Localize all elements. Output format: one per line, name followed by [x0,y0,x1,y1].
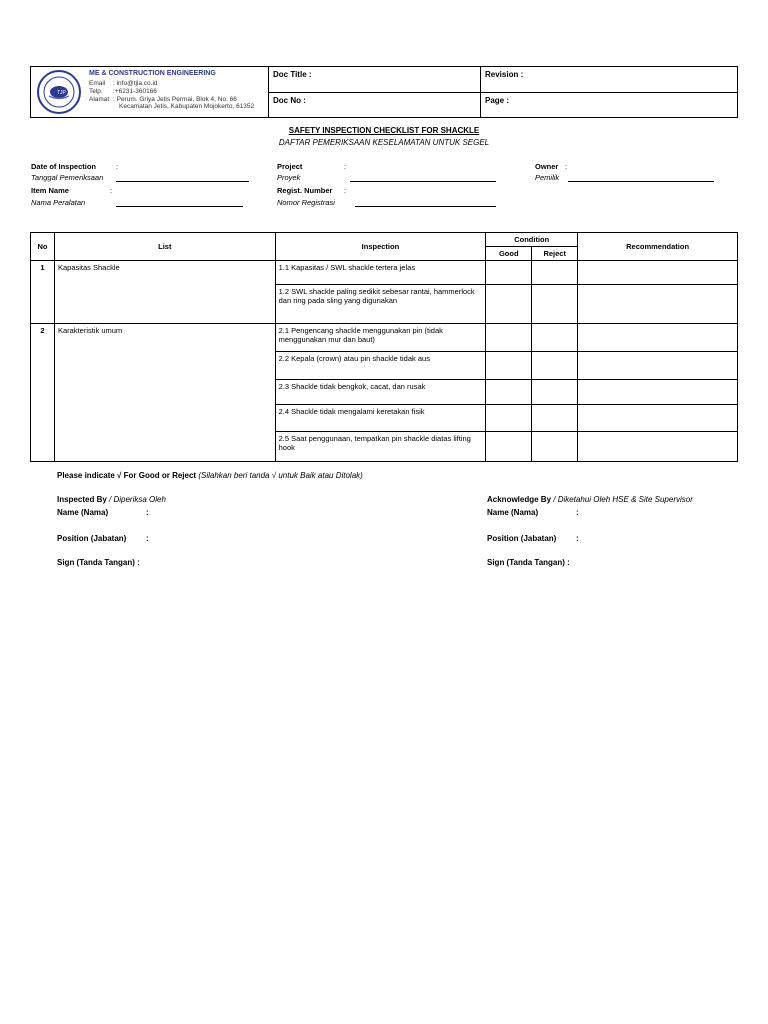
inspected-by-label: Inspected By [57,495,107,504]
date-field[interactable] [116,181,249,182]
acknowledger-sign-label: Sign (Tanda Tangan) : [487,558,570,567]
indicate-text-id: (Silahkan beri tanda √ untuk Baik atau Ditolak) [198,471,363,480]
acknowledger-name-colon: : [576,508,579,517]
row-list: Karakteristik umum [54,324,275,462]
row-inspection: 2.1 Pengencang shackle menggunakan pin (tidak menggunakan mur dan baut) [275,324,486,352]
acknowledge-by-label-id: / Diketahui Oleh HSE & Site Supervisor [553,495,693,504]
doc-no-cell[interactable]: Doc No : [269,92,481,118]
header-recommendation: Recommendation [578,233,738,261]
recommendation-cell[interactable] [578,324,738,352]
indicate-note [57,471,363,481]
header-inspection: Inspection [275,233,486,261]
row-inspection: 1.2 SWL shackle paling sedikit sebesar rantai, hammerlock dan ring pada sling yang digunakan [275,285,486,324]
header-good: Good [486,247,532,261]
row-inspection: 2.3 Shackle tidak bengkok, cacat, dan rusak [275,380,486,405]
telp-label: Telp. [89,87,103,95]
page-cell[interactable]: Page : [481,92,738,118]
recommendation-cell[interactable] [578,380,738,405]
acknowledger-name-label: Name (Nama) [487,508,539,517]
company-contact [89,80,254,111]
owner-field[interactable] [568,181,714,182]
good-cell[interactable] [486,380,532,405]
reject-cell[interactable] [532,352,578,380]
project-label-id: Proyek [277,173,301,182]
header-list: List [54,233,275,261]
email-value: : info@tjla.co.id [113,80,158,87]
form-subtitle: DAFTAR PEMERIKSAAN KESELAMATAN UNTUK SEGEL [278,138,490,147]
inspector-position-label: Position (Jabatan) [57,534,127,543]
project-label: Project [277,162,303,171]
header-no: No [31,233,55,261]
good-cell[interactable] [486,432,532,462]
alamat-label: Alamat [89,95,110,103]
row-inspection: 2.2 Kepala (crown) atau pin shackle tidak aus [275,352,486,380]
recommendation-cell[interactable] [578,261,738,285]
date-label-id: Tanggal Pemeriksaan [31,173,104,182]
company-name: ME & CONSTRUCTION ENGINEERING [89,70,216,77]
inspector-sign-label: Sign (Tanda Tangan) : [57,558,140,567]
row-inspection: 2.4 Shackle tidak mengalami keretakan fisik [275,405,486,432]
inspected-by-label-id: / Diperiksa Oleh [109,495,166,504]
date-colon: : [116,162,119,171]
table-row [31,324,738,352]
reject-cell[interactable] [532,324,578,352]
item-label-id: Nama Peralatan [31,198,86,207]
inspector-position-colon: : [146,534,149,543]
table-row [31,261,738,285]
good-cell[interactable] [486,405,532,432]
regist-label: Regist. Number [277,186,333,195]
header-condition: Condition [486,233,578,247]
document-header [30,66,738,118]
doc-title-cell[interactable]: Doc Title : [269,67,481,93]
reject-cell[interactable] [532,405,578,432]
row-no: 2 [31,324,55,462]
alamat-line2: Kecamatan Jetis, Kabupaten Mojokerto, 61352 [119,103,255,111]
project-colon: : [344,162,347,171]
recommendation-cell[interactable] [578,285,738,324]
email-label: Email [89,80,106,87]
owner-colon: : [565,162,568,171]
inspector-name-colon: : [146,508,149,517]
regist-label-id: Nomor Registrasi [277,198,335,207]
row-no: 1 [31,261,55,324]
company-seal-icon [35,69,83,115]
telp-value: :+6231-360166 [113,87,157,95]
indicate-text: Please indicate √ For Good or Reject [57,471,197,480]
header-reject: Reject [532,247,578,261]
good-cell[interactable] [486,352,532,380]
item-colon: : [110,186,113,195]
item-label: Item Name [31,186,69,195]
project-field[interactable] [350,181,496,182]
inspector-name-label: Name (Nama) [57,508,109,517]
regist-colon: : [344,186,347,195]
checklist-table [30,232,738,462]
recommendation-cell[interactable] [578,352,738,380]
svg-text:TJP: TJP [57,90,66,96]
reject-cell[interactable] [532,380,578,405]
row-inspection: 2.5 Saat penggunaan, tempatkan pin shackle diatas lifting hook [275,432,486,462]
company-cell [31,67,269,118]
acknowledger-position-label: Position (Jabatan) [487,534,557,543]
reject-cell[interactable] [532,261,578,285]
recommendation-cell[interactable] [578,432,738,462]
good-cell[interactable] [486,261,532,285]
regist-field[interactable] [355,206,496,207]
acknowledger-position-colon: : [576,534,579,543]
alamat-line1: : Perum. Griya Jetis Permai, Blok 4, No. 66 [113,95,237,103]
date-label: Date of Inspection [31,162,97,171]
acknowledge-by-heading [487,495,693,505]
owner-label-id: Pemilik [535,173,560,182]
owner-label: Owner [535,162,559,171]
row-list: Kapasitas Shackle [54,261,275,324]
form-title: SAFETY INSPECTION CHECKLIST FOR SHACKLE [288,126,480,135]
revision-cell[interactable]: Revision : [481,67,738,93]
inspected-by-heading [57,495,166,505]
row-inspection: 1.1 Kapasitas / SWL shackle tertera jelas [275,261,486,285]
good-cell[interactable] [486,285,532,324]
good-cell[interactable] [486,324,532,352]
reject-cell[interactable] [532,285,578,324]
item-field[interactable] [116,206,243,207]
acknowledge-by-label: Acknowledge By [487,495,552,504]
recommendation-cell[interactable] [578,405,738,432]
reject-cell[interactable] [532,432,578,462]
